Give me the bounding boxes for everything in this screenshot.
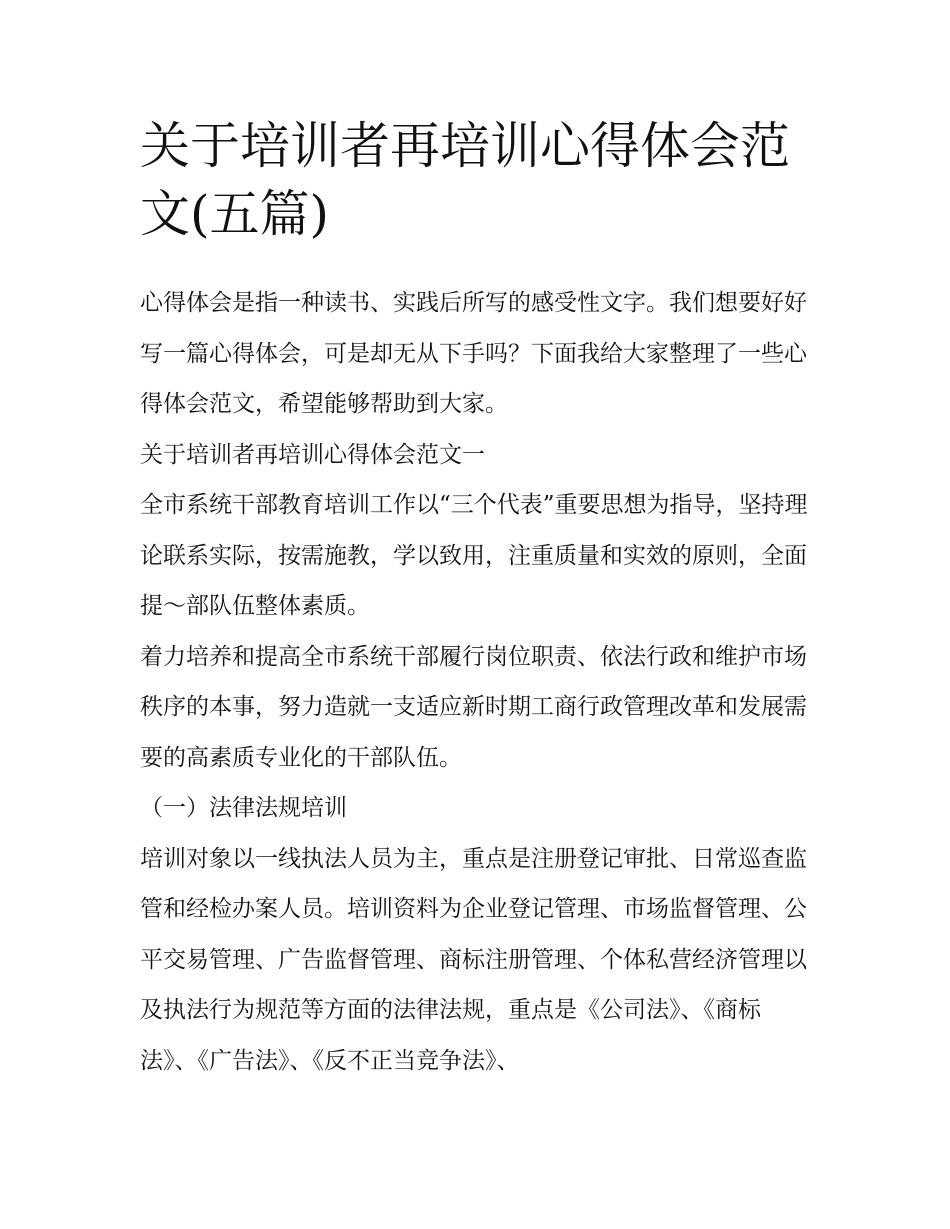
paragraph-guideline: 全市系统干部教育培训工作以“三个代表”重要思想为指导，坚持理论联系实际，按需施教，学以致用，注重质量和实效的原则，全面提～部队伍整体素质。 bbox=[140, 492, 808, 619]
document-body bbox=[140, 278, 812, 1086]
section-heading-one: 关于培训者再培训心得体会范文一 bbox=[140, 441, 485, 468]
subsection-heading-law-training: （一）法律法规培训 bbox=[140, 795, 347, 821]
document-title: 关于培训者再培训心得体会范文(五篇) bbox=[140, 117, 790, 243]
paragraph-goal: 着力培养和提高全市系统干部履行岗位职责、依法行政和维护市场秩序的本事，努力造就一支适应新时期工商行政管理改革和发展需要的高素质专业化的干部队伍。 bbox=[140, 643, 807, 771]
paragraph-law-training: 培训对象以一线执法人员为主，重点是注册登记审批、日常巡查监管和经检办案人员。培训资料为企业登记管理、市场监督管理、公平交易管理、广告监督管理、商标注册管理、个体私营经济管理以及执法行为规范等方面的法律法规，重点是《公司法》、《商标法》、《广告法》、《反不正当竞争法》、 bbox=[140, 845, 807, 1074]
paragraph-intro: 心得体会是指一种读书、实践后所写的感受性文字。我们想要好好写一篇心得体会，可是却无从下手吗？下面我给大家整理了一些心得体会范文，希望能够帮助到大家。 bbox=[140, 290, 807, 417]
